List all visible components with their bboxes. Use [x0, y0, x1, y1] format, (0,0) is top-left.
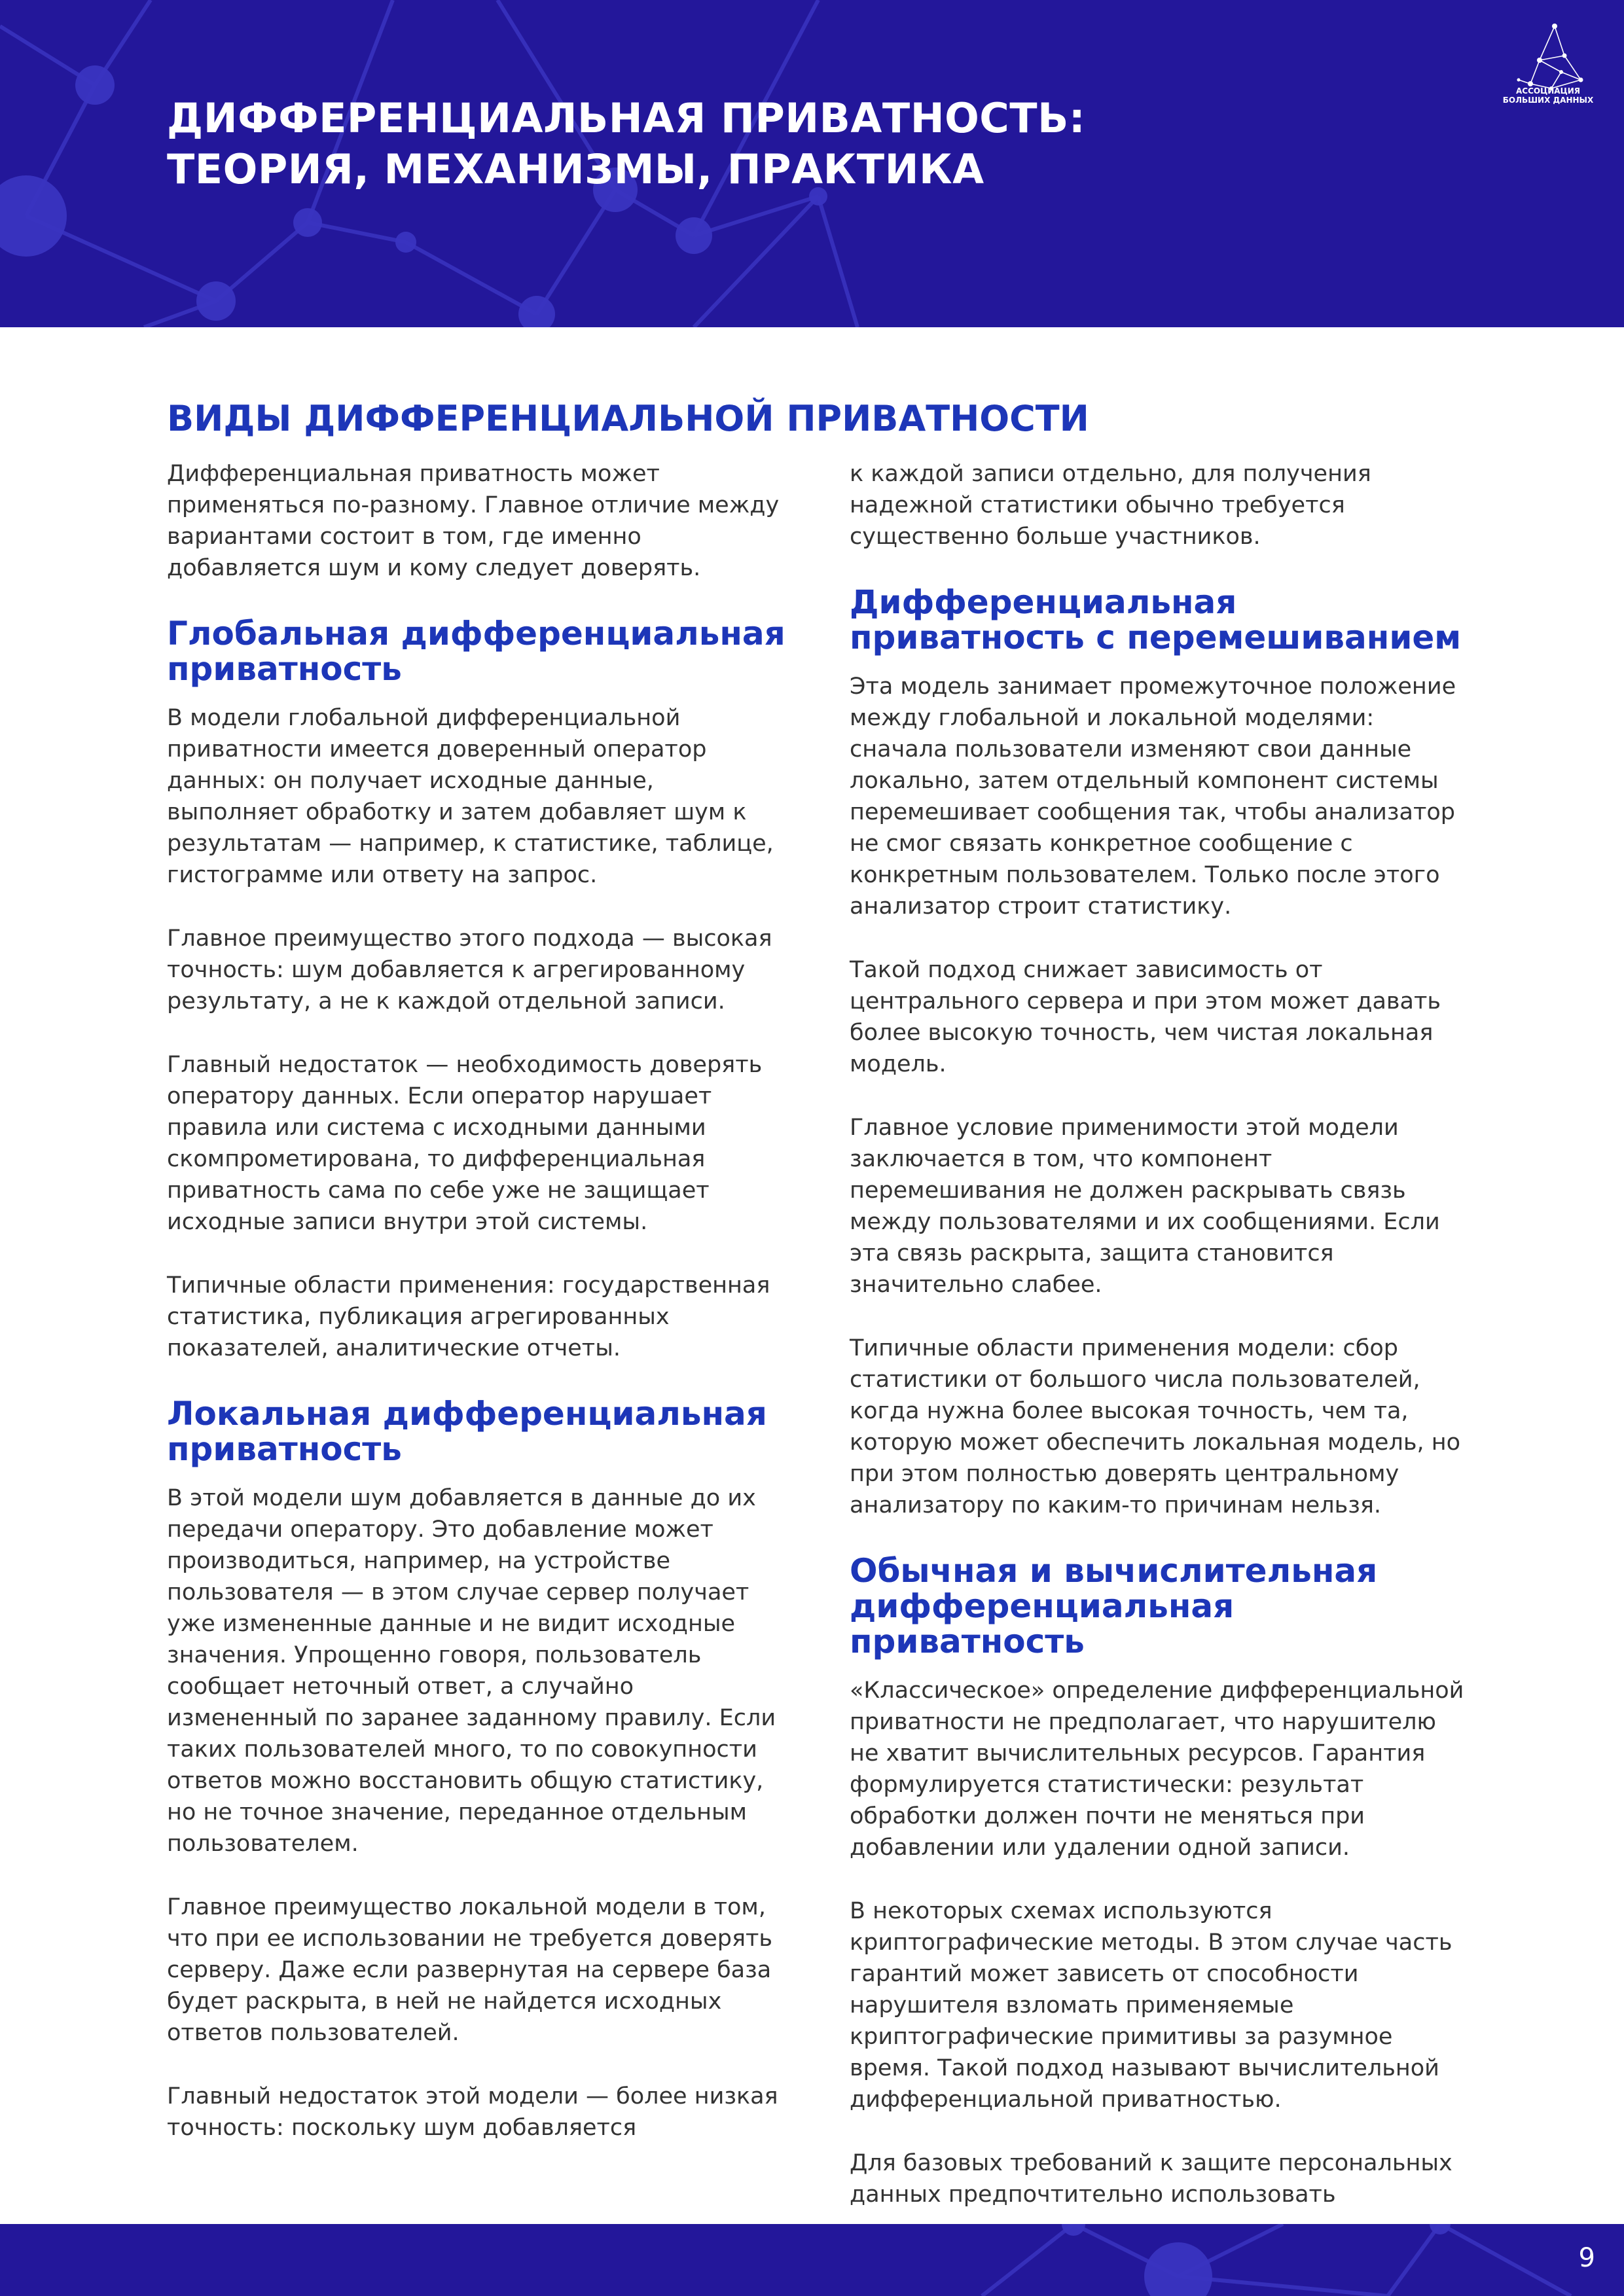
shuffle-dp-heading: Дифференциальная приватность с перемешиванием	[850, 583, 1462, 656]
computational-dp-paragraph-2: В некоторых схемах используются криптографические методы. В этом случае часть гарантий может зависеть от способности нарушителя взломать применяемые криптографические примитивы за разумное время. Такой подход называют вычислительной дифференциальной приватностью.	[850, 1898, 1453, 2113]
global-dp-paragraph-3: Главный недостаток — необходимость доверять оператору данных. Если оператор нарушает правила или система с исходными данными скомпрометирована, то дифференциальная приватность сама по себе уже не защищает исходные записи внутри этой системы.	[167, 1052, 763, 1235]
shuffle-dp-paragraph-3: Главное условие применимости этой модели заключается в том, что компонент перемешивания не должен раскрывать связь между пользователями и их сообщениями. Если эта связь раскрыта, защита становится значительно слабее.	[850, 1115, 1440, 1298]
logo-text-line1: АССОЦИАЦИЯ	[1516, 86, 1580, 96]
local-dp-paragraph-1: В этой модели шум добавляется в данные до их передачи оператору. Это добавление может производиться, например, на устройстве пользователя — в этом случае сервер получает уже измененные данные и не видит исходные значения. Упрощенно говоря, пользователь сообщает неточный ответ, а случайно измененный по заранее заданному правилу. Если таких пользователей много, то по совокупности ответов можно восстановить общую статистику, но не точное значение, переданное отдельным пользователем.	[167, 1485, 776, 1857]
intro-paragraph: Дифференциальная приватность может применяться по-разному. Главное отличие между вариантами состоит в том, где именно добавляется шум и кому следует доверять.	[167, 461, 780, 581]
right-column	[850, 458, 1471, 2242]
global-dp-paragraph-4: Типичные области применения: государственная статистика, публикация агрегированных показателей, аналитические отчеты.	[167, 1272, 770, 1361]
page-number: 9	[1578, 2243, 1595, 2273]
logo-text	[1492, 86, 1604, 105]
document-title-line2: ТЕОРИЯ, МЕХАНИЗМЫ, ПРАКТИКА	[167, 145, 984, 193]
page-header	[0, 0, 1624, 327]
document-title	[167, 93, 1085, 195]
computational-dp-paragraph-3: Для базовых требований к защите персональных данных предпочтительно использовать	[850, 2150, 1453, 2208]
shuffle-dp-paragraph-2: Такой подход снижает зависимость от центрального сервера и при этом может давать более высокую точность, чем чистая локальная модель.	[850, 957, 1441, 1077]
computational-dp-heading: Обычная и вычислительная дифференциальная приватность	[850, 1552, 1378, 1660]
local-dp-paragraph-2: Главное преимущество локальной модели в том, что при ее использовании не требуется доверять серверу. Даже если развернутая на сервере база будет раскрыта, в ней не найдется исходных ответов пользователей.	[167, 1894, 773, 2046]
local-dp-paragraph-3: Главный недостаток этой модели — более низкая точность: поскольку шум добавляется	[167, 2083, 778, 2141]
shuffle-dp-paragraph-4: Типичные области применения модели: сбор статистики от большого числа пользователей, когда нужна более высокая точность, чем та, которую может обеспечить локальная модель, но при этом полностью доверять центральному анализатору по каким-то причинам нельзя.	[850, 1335, 1461, 1518]
global-dp-paragraph-1: В модели глобальной дифференциальной приватности имеется доверенный оператор данных: он получает исходные данные, выполняет обработку и затем добавляет шум к результатам — например, к статистике, таблице, гистограмме или ответу на запрос.	[167, 705, 774, 888]
left-column	[167, 458, 789, 2176]
computational-dp-paragraph-1: «Классическое» определение дифференциальной приватности не предполагает, что нарушителю не хватит вычислительных ресурсов. Гарантия формулируется статистически: результат обработки должен почти не меняться при добавлении или удалении одной записи.	[850, 1677, 1464, 1861]
global-dp-heading: Глобальная дифференциальная приватность	[167, 615, 785, 688]
logo-text-line2: БОЛЬШИХ ДАННЫХ	[1502, 96, 1594, 105]
global-dp-paragraph-2: Главное преимущество этого подхода — высокая точность: шум добавляется к агрегированному результату, а не к каждой отдельной записи.	[167, 925, 772, 1014]
document-title-line1: ДИФФЕРЕНЦИАЛЬНАЯ ПРИВАТНОСТЬ:	[167, 94, 1086, 142]
continuation-paragraph: к каждой записи отдельно, для получения надежной статистики обычно требуется существенно больше участников.	[850, 461, 1371, 550]
page-footer	[0, 2224, 1624, 2296]
local-dp-heading: Локальная дифференциальная приватность	[167, 1395, 767, 1468]
footer-network-graphic	[0, 2224, 1624, 2296]
shuffle-dp-paragraph-1: Эта модель занимает промежуточное положение между глобальной и локальной моделями: сначала пользователи изменяют свои данные локально, затем отдельный компонент системы перемешивает сообщения так, чтобы анализатор не смог связать конкретное сообщение с конкретным пользователем. Только после этого анализатор строит статистику.	[850, 673, 1456, 920]
section-title: ВИДЫ ДИФФЕРЕНЦИАЛЬНОЙ ПРИВАТНОСТИ	[167, 398, 1089, 439]
